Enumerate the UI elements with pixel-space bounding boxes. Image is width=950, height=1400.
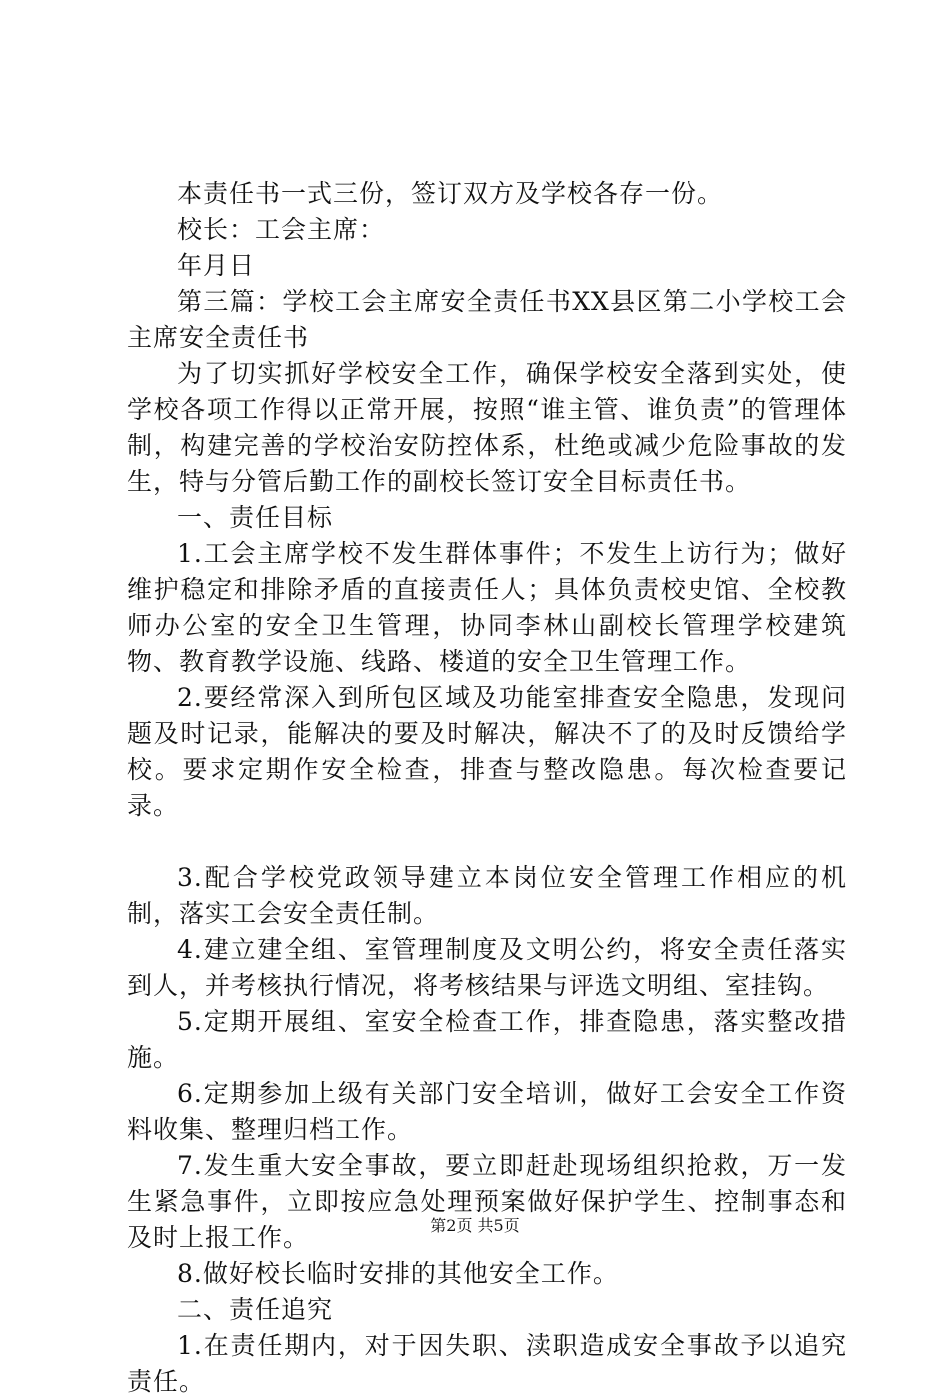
paragraph-signatures: 校长：工会主席： (177, 215, 386, 244)
heading-accountability: 二、责任追究 (177, 1295, 334, 1324)
goal-item-1: 1.工会主席学校不发生群体事件；不发生上访行为；做好维护稳定和排除矛盾的直接责任人；具体负责校史馆、全校教师办公室的安全卫生管理，协同李林山副校长管理学校建筑物、教育教学设施、线路、楼道的安全卫生管理工作。 (127, 539, 847, 676)
page-number-footer: 第2页 共5页 (430, 1216, 520, 1235)
paragraph-copies: 本责任书一式三份，签订双方及学校各存一份。 (177, 179, 724, 208)
goal-item-8: 8.做好校长临时安排的其他安全工作。 (177, 1259, 619, 1288)
heading-goals: 一、责任目标 (177, 503, 334, 532)
goal-item-2: 2.要经常深入到所包区域及功能室排查安全隐患，发现问题及时记录，能解决的要及时解决，解决不了的及时反馈给学校。要求定期作安全检查，排查与整改隐患。每次检查要记录。 (127, 683, 847, 820)
accountability-item-1: 1.在责任期内，对于因失职、渎职造成安全事故予以追究责任。 (127, 1331, 847, 1396)
section-title: 第三篇：学校工会主席安全责任书XX县区第二小学校工会主席安全责任书 (127, 287, 847, 352)
paragraph-date: 年月日 (177, 251, 256, 280)
goal-item-5: 5.定期开展组、室安全检查工作，排查隐患，落实整改措施。 (127, 1007, 847, 1072)
goal-item-7: 7.发生重大安全事故，要立即赶赴现场组织抢救，万一发生紧急事件，立即按应急处理预案做好保护学生、控制事态和及时上报工作。 (127, 1151, 847, 1252)
goal-item-4: 4.建立建全组、室管理制度及文明公约，将安全责任落实到人，并考核执行情况，将考核结果与评选文明组、室挂钩。 (127, 935, 847, 1000)
goal-item-3: 3.配合学校党政领导建立本岗位安全管理工作相应的机制，落实工会安全责任制。 (127, 863, 847, 928)
paragraph-intro: 为了切实抓好学校安全工作，确保学校安全落到实处，使学校各项工作得以正常开展，按照“谁主管、谁负责”的管理体制，构建完善的学校治安防控体系，杜绝或减少危险事故的发生，特与分管后勤工作的副校长签订安全目标责任书。 (127, 359, 847, 496)
goal-item-6: 6.定期参加上级有关部门安全培训，做好工会安全工作资料收集、整理归档工作。 (127, 1079, 847, 1144)
